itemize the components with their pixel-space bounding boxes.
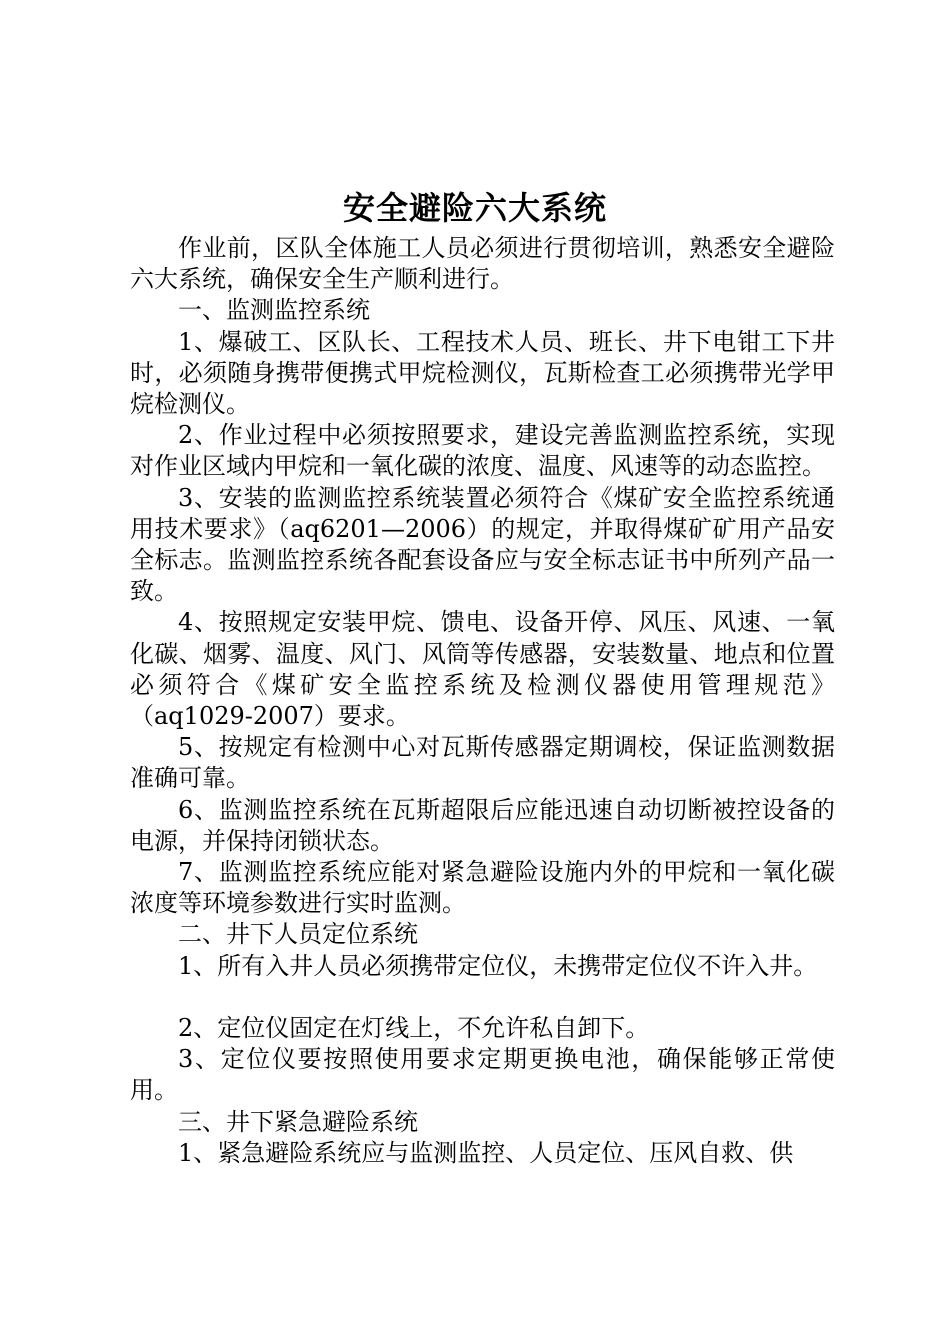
section-heading-emergency: 三、井下紧急避险系统 [178, 1107, 418, 1136]
emergency-item-1: 1、紧急避险系统应与监测监控、人员定位、压风自救、供 [178, 1138, 794, 1167]
document-title: 安全避险六大系统 [342, 189, 607, 227]
monitoring-item-7: 7、监测监控系统应能对紧急避险设施内外的甲烷和一氧化碳浓度等环境参数进行实时监测。 [130, 858, 835, 918]
monitoring-item-4: 4、按照规定安装甲烷、馈电、设备开停、风压、风速、一氧化碳、烟雾、温度、风门、风筒等传感器，安装数量、地点和位置必须符合《煤矿安全监控系统及检测仪器使用管理规范》（aq1029-2007）要求。 [130, 608, 835, 731]
section-heading-monitoring: 一、监测监控系统 [178, 296, 370, 325]
monitoring-item-1: 1、爆破工、区队长、工程技术人员、班长、井下电钳工下井时，必须随身携带便携式甲烷检测仪，瓦斯检查工必须携带光学甲烷检测仪。 [130, 327, 835, 419]
intro-paragraph: 作业前，区队全体施工人员必须进行贯彻培训，熟悉安全避险六大系统，确保安全生产顺利进行。 [130, 234, 835, 294]
positioning-item-1: 1、所有入井人员必须携带定位仪，未携带定位仪不许入井。 [178, 951, 818, 980]
document-body [130, 233, 835, 1169]
monitoring-item-5: 5、按规定有检测中心对瓦斯传感器定期调校，保证监测数据准确可靠。 [130, 733, 835, 793]
monitoring-item-6: 6、监测监控系统在瓦斯超限后应能迅速自动切断被控设备的电源，并保持闭锁状态。 [130, 795, 835, 855]
positioning-item-3: 3、定位仪要按照使用要求定期更换电池，确保能够正常使用。 [130, 1045, 835, 1105]
monitoring-item-3: 3、安装的监测监控系统装置必须符合《煤矿安全监控系统通用技术要求》（aq6201—2006）的规定，并取得煤矿矿用产品安全标志。监测监控系统各配套设备应与安全标志证书中所列产品一致。 [130, 483, 835, 606]
section-heading-positioning: 二、井下人员定位系统 [178, 920, 418, 949]
positioning-item-2: 2、定位仪固定在灯线上，不允许私自卸下。 [178, 1014, 650, 1043]
blank-line [130, 982, 835, 1013]
monitoring-item-2: 2、作业过程中必须按照要求，建设完善监测监控系统，实现对作业区域内甲烷和一氧化碳的浓度、温度、风速等的动态监控。 [130, 421, 835, 481]
